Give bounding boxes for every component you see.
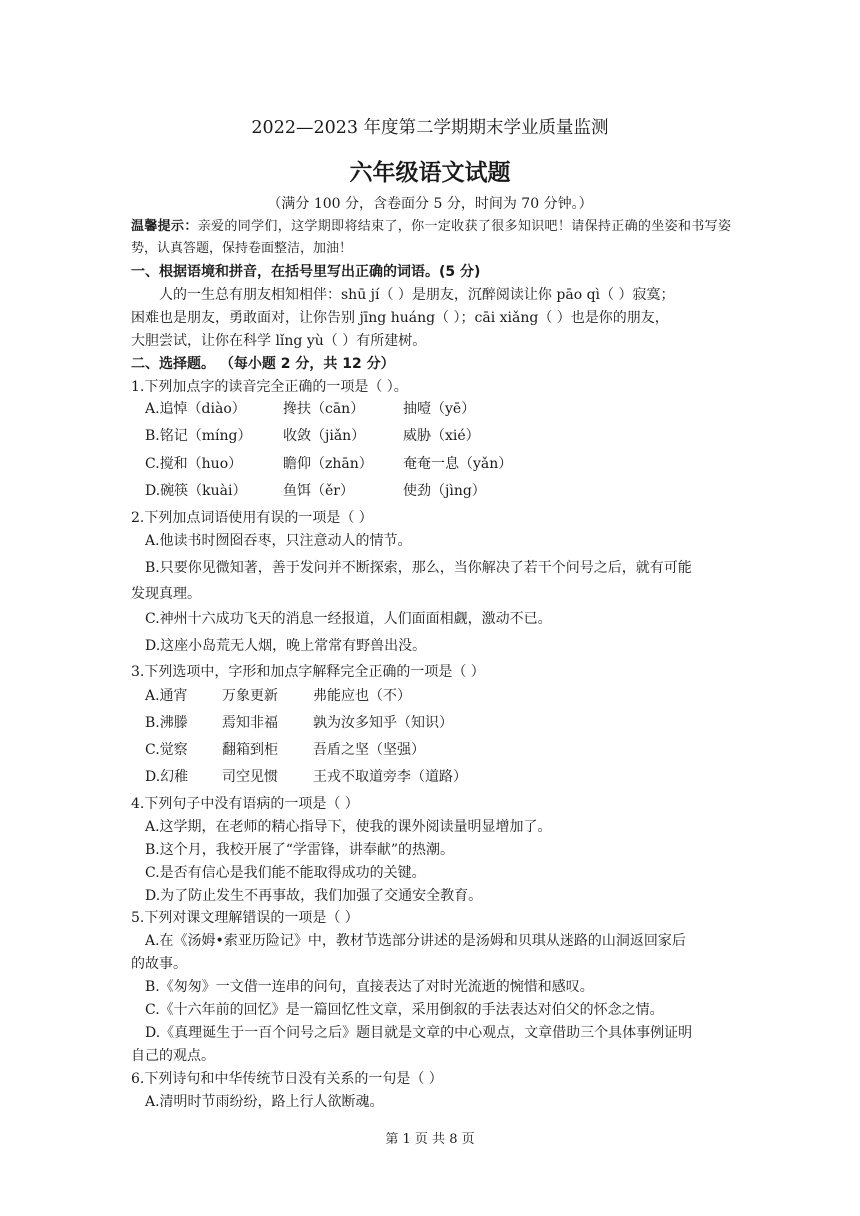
option-cell: 收敛（jiǎn） bbox=[283, 428, 366, 444]
section1-line: 困难也是朋友，勇敢面对，让你告别 jīng huáng（ ）；cāi xiǎng（ ）也是你的朋友， bbox=[131, 310, 669, 326]
option-cell: D.碗筷（kuài） bbox=[145, 483, 247, 499]
section1-line: 人的一生总有朋友相知相伴：shū jí（ ）是朋友，沉醉阅读让你 pāo qì（ ）寂寞； bbox=[159, 287, 675, 303]
question-6-stem: 6.下列诗句和中华传统节日没有关系的一句是（ ） bbox=[131, 1071, 443, 1087]
q2-option-b-cont: 发现真理。 bbox=[131, 586, 201, 602]
option-cell: 搀扶（cān） bbox=[283, 401, 365, 417]
option-cell: 翻箱到柜 bbox=[222, 742, 278, 758]
section2-heading: 二、选择题。 （每小题 2 分，共 12 分） bbox=[131, 356, 395, 372]
question-1-stem: 1.下列加点字的读音完全正确的一项是（ ）。 bbox=[131, 379, 408, 395]
q4-option-d: D.为了防止发生不再事故，我们加强了交通安全教育。 bbox=[145, 888, 483, 904]
question-2-stem: 2.下列加点词语使用有误的一项是（ ） bbox=[131, 510, 373, 526]
option-cell: 焉知非福 bbox=[222, 715, 278, 731]
page-footer: 第 1 页 共 8 页 bbox=[385, 1132, 475, 1147]
warm-tip-text: 亲爱的同学们，这学期即将结束了，你一定收获了很多知识吧！请保持正确的坐姿和书写姿势，认真答题，保持卷面整洁，加油！ bbox=[131, 219, 731, 256]
exam-title: 2022—2023 年度第二学期期末学业质量监测 bbox=[251, 118, 609, 138]
exam-note: （满分 100 分，含卷面分 5 分，时间为 70 分钟。） bbox=[267, 196, 593, 212]
option-cell: 抽噎（yē） bbox=[403, 401, 476, 417]
q5-option-c: C.《十六年前的回忆》是一篇回忆性文章，采用倒叙的手法表达对伯父的怀念之情。 bbox=[145, 1002, 664, 1018]
option-cell: 威胁（xié） bbox=[403, 428, 480, 444]
q2-option-c: C.神州十六成功飞天的消息一经报道，人们面面相觑，激动不已。 bbox=[145, 611, 552, 627]
q5-option-a: A.在《汤姆•索亚历险记》中，教材节选部分讲述的是汤姆和贝琪从迷路的山洞返回家后 bbox=[145, 933, 686, 949]
q5-option-b: B.《匆匆》一文借一连串的问句，直接表达了对时光流逝的惋惜和感叹。 bbox=[145, 979, 594, 995]
q2-option-b: B.只要你见微知著，善于发问并不断探索，那么，当你解决了若干个问号之后，就有可能 bbox=[145, 560, 692, 576]
q4-option-c: C.是否有信心是我们能不能取得成功的关键。 bbox=[145, 865, 426, 881]
question-5-stem: 5.下列对课文理解错误的一项是（ ） bbox=[131, 910, 359, 926]
option-cell: 王戎不取道旁李（道路） bbox=[313, 769, 467, 785]
option-cell: A.通宵 bbox=[145, 688, 188, 704]
q5-option-a-cont: 的故事。 bbox=[131, 956, 187, 972]
q4-option-b: B.这个月，我校开展了“学雷锋，讲奉献”的热潮。 bbox=[145, 842, 455, 858]
option-cell: 吾盾之坚（坚强） bbox=[313, 742, 425, 758]
question-4-stem: 4.下列句子中没有语病的一项是（ ） bbox=[131, 796, 359, 812]
section1-line: 大胆尝试，让你在科学 lǐng yù（ ）有所建树。 bbox=[131, 333, 427, 349]
option-cell: B.沸滕 bbox=[145, 715, 188, 731]
q4-option-a: A.这学期，在老师的精心指导下，使我的课外阅读量明显增加了。 bbox=[145, 819, 552, 835]
option-cell: 万象更新 bbox=[222, 688, 278, 704]
option-cell: C.搅和（huo） bbox=[145, 456, 243, 472]
q2-option-d: D.这座小岛荒无人烟，晚上常常有野兽出没。 bbox=[145, 638, 427, 654]
q2-option-a: A.他读书时囫囵吞枣，只注意动人的情节。 bbox=[145, 533, 412, 549]
option-cell: A.追悼（diào） bbox=[145, 401, 246, 417]
option-cell: 孰为汝多知乎（知识） bbox=[313, 715, 453, 731]
q5-option-d-cont: 自己的观点。 bbox=[131, 1048, 215, 1064]
warm-tip-label: 温馨提示： bbox=[131, 219, 198, 234]
option-cell: 使劲（jìng） bbox=[403, 483, 486, 499]
option-cell: 瞻仰（zhān） bbox=[283, 456, 373, 472]
option-cell: 奄奄一息（yǎn） bbox=[403, 456, 513, 472]
warm-tip bbox=[131, 216, 731, 260]
q5-option-d: D.《真理诞生于一百个问号之后》题目就是文章的中心观点，文章借助三个具体事例证明 bbox=[145, 1025, 693, 1041]
section1-heading: 一、根据语境和拼音，在括号里写出正确的词语。(5 分) bbox=[131, 264, 481, 280]
exam-subtitle: 六年级语文试题 bbox=[349, 160, 511, 186]
option-cell: 鱼饵（ěr） bbox=[283, 483, 354, 499]
question-3-stem: 3.下列选项中，字形和加点字解释完全正确的一项是（ ） bbox=[131, 664, 485, 680]
option-cell: 司空见惯 bbox=[222, 769, 278, 785]
option-cell: C.觉察 bbox=[145, 742, 188, 758]
option-cell: 弗能应也（不） bbox=[313, 688, 411, 704]
option-cell: D.幻稚 bbox=[145, 769, 189, 785]
q6-option-a: A.清明时节雨纷纷，路上行人欲断魂。 bbox=[145, 1094, 384, 1110]
option-cell: B.铭记（míng） bbox=[145, 428, 252, 444]
